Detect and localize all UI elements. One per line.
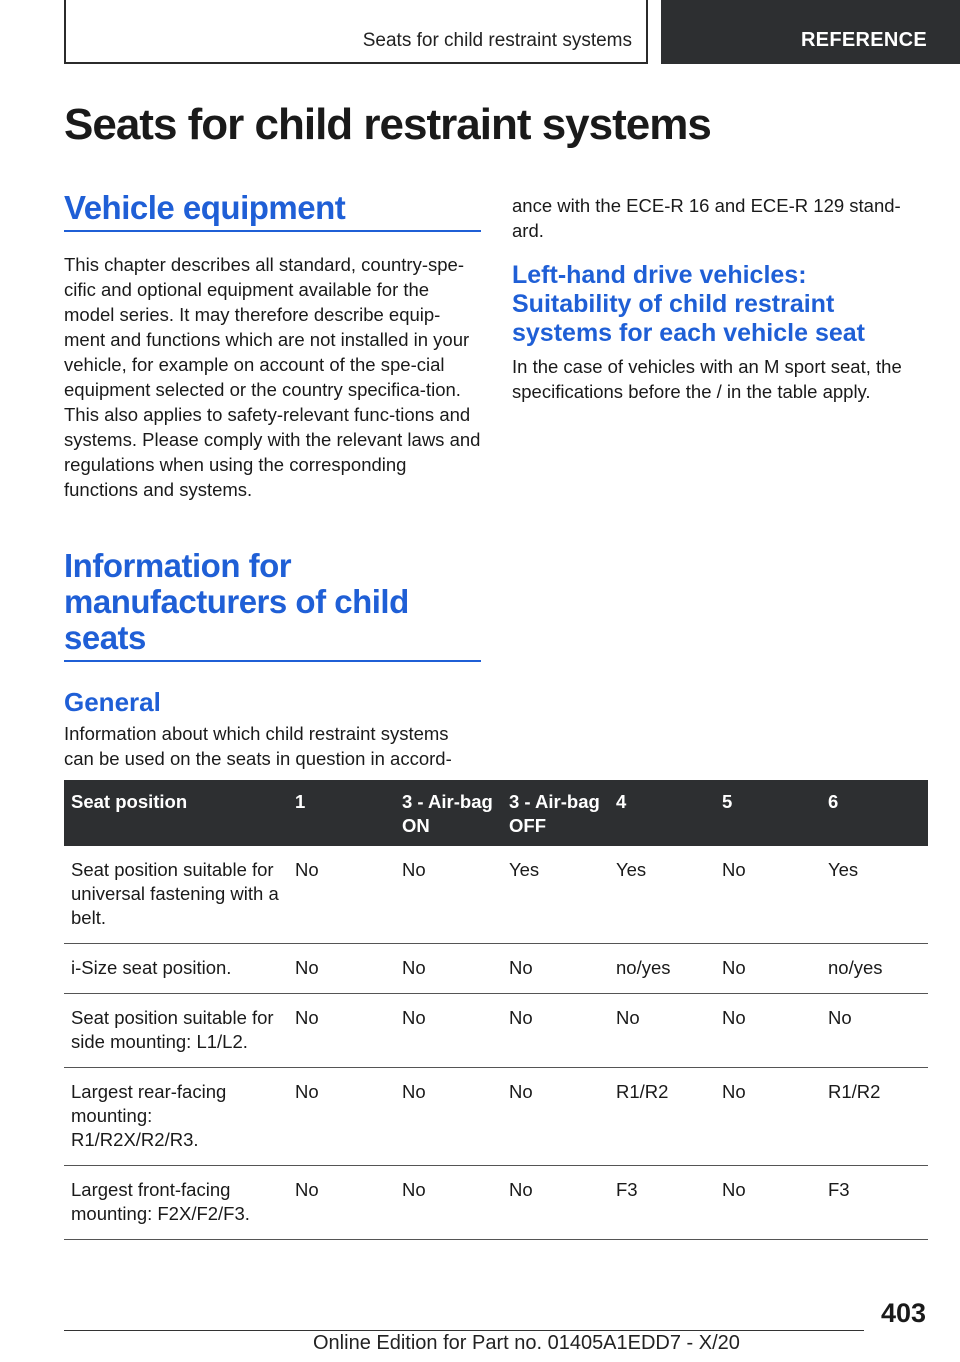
footer-divider [64,1330,864,1331]
table-cell: No [715,944,821,994]
table-cell: R1/R2 [609,1068,715,1166]
table-cell: No [502,1068,609,1166]
table-header-cell: 3 - Air-bag OFF [502,780,609,846]
table-cell: No [288,994,395,1068]
general-text-part2: ance with the ECE-R 16 and ECE-R 129 stand-ard. [512,195,901,241]
child-seat-suitability-table [64,780,928,1240]
table-cell: No [821,994,928,1068]
table-cell: No [288,846,395,944]
table-header-cell: 4 [609,780,715,846]
table-cell: No [715,1068,821,1166]
header-chapter-box [661,0,960,64]
table-cell: No [395,1068,502,1166]
table-cell: No [715,1166,821,1240]
table-cell: i-Size seat position. [64,944,288,994]
table-cell: No [502,1166,609,1240]
table-row [64,944,928,994]
page-number: 403 [880,1298,926,1328]
table-cell: No [395,944,502,994]
header-section-title: Seats for child restraint systems [362,30,632,51]
header-chapter-label: REFERENCE [800,29,927,51]
table-cell: Seat position suitable for side mounting: L1/L2. [64,994,288,1068]
table-cell: No [395,994,502,1068]
heading-lhd-suitability: Left-hand drive vehicles: Suitability of child restraint systems for each vehicle seat [512,261,865,347]
table-cell: No [288,944,395,994]
heading-general: General [64,687,161,717]
table-cell: F3 [821,1166,928,1240]
table-header-row [64,780,928,846]
table-cell: No [502,994,609,1068]
table-cell: Largest rear-facing mounting: R1/R2X/R2/R3. [64,1068,288,1166]
table-cell: Yes [502,846,609,944]
table-cell: Yes [609,846,715,944]
table-cell: No [502,944,609,994]
vehicle-equipment-text: This chapter describes all standard, country-spe-cific and optional equipment available for the model series. It may therefore describe equip-ment and functions which are not installed in your vehicle, for example on account of the spe-cial equipment selected or the country specifica-tion. This also applies to safety-relevant func-tions and systems. Please comply with the relevant laws and regulations when using the corresponding functions and systems. [64,254,481,500]
table-header-cell: 5 [715,780,821,846]
left-column [64,190,481,771]
table-header-cell: Seat position [64,780,288,846]
page-title: Seats for child restraint systems [64,100,711,149]
table-header-cell: 3 - Air-bag ON [395,780,502,846]
table-header-cell: 1 [288,780,395,846]
table-row [64,994,928,1068]
table-cell: Yes [821,846,928,944]
table-cell: No [395,1166,502,1240]
heading-manufacturers-info: Information for manufacturers of child seats [64,548,481,662]
table-row [64,846,928,944]
table-cell: No [715,994,821,1068]
table-cell: No [395,846,502,944]
table-row [64,1068,928,1166]
table-cell: No [609,994,715,1068]
table-row [64,1166,928,1240]
heading-vehicle-equipment: Vehicle equipment [64,190,481,232]
table-cell: R1/R2 [821,1068,928,1166]
table-cell: Seat position suitable for universal fastening with a belt. [64,846,288,944]
lhd-text: In the case of vehicles with an M sport seat, the specifications before the / in the table apply. [512,356,902,402]
header-section-box [64,0,648,64]
general-text-part1: Information about which child restraint systems can be used on the seats in question in accord- [64,723,452,769]
right-column [512,193,928,404]
table-header-cell: 6 [821,780,928,846]
table-cell: no/yes [821,944,928,994]
table-cell: F3 [609,1166,715,1240]
table-cell: No [715,846,821,944]
footer-edition-text: Online Edition for Part no. 01405A1EDD7 - X/20 [313,1332,740,1354]
table-cell: No [288,1166,395,1240]
table-cell: no/yes [609,944,715,994]
table-cell: No [288,1068,395,1166]
table-cell: Largest front-facing mounting: F2X/F2/F3. [64,1166,288,1240]
